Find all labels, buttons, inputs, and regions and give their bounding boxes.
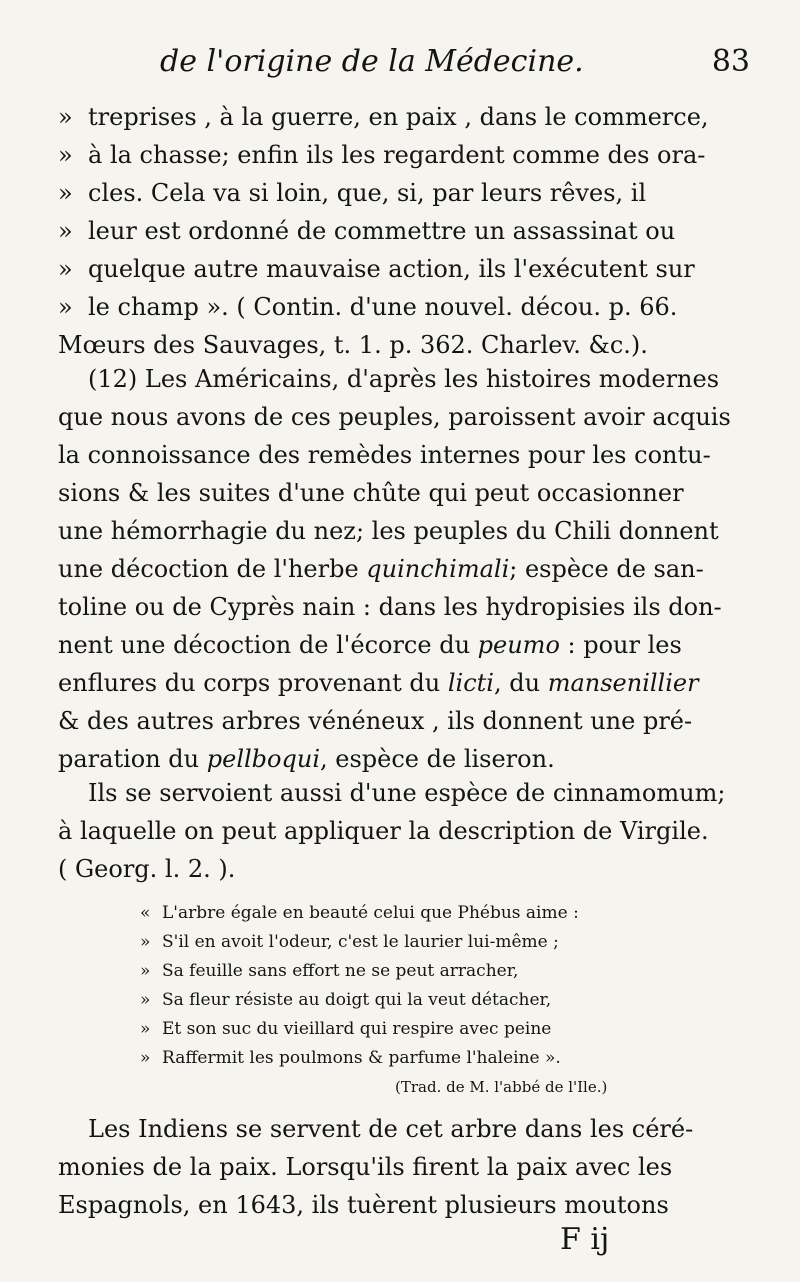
text-run: , espèce de liseron.: [320, 745, 555, 773]
text-run: paration du: [58, 745, 207, 773]
quote-line: [58, 252, 748, 286]
text-line: [58, 552, 748, 586]
quote-mark: »: [140, 990, 151, 1010]
quote-text: quelque autre mauvaise action, ils l'exécutent sur: [88, 255, 695, 283]
plant-name: licti: [447, 669, 494, 697]
text-line: [58, 666, 748, 700]
quote-text: le champ ». ( Contin. d'une nouvel. décou. p. 66.: [88, 293, 678, 321]
signature-mark: F ij: [560, 1222, 610, 1257]
text-run: une décoction de l'herbe: [58, 555, 367, 583]
text-run: enflures du corps provenant du: [58, 669, 448, 697]
text-run: ; espèce de san-: [509, 555, 704, 583]
text-line: une hémorrhagie du nez; les peuples du Chili donnent: [58, 517, 719, 545]
quote-line: [58, 100, 748, 134]
plant-name: quinchimali: [366, 555, 510, 583]
quote-mark: »: [140, 961, 151, 981]
text-line: & des autres arbres vénéneux , ils donnent une pré-: [58, 707, 693, 735]
text-line: (12) Les Américains, d'après les histoires modernes: [88, 365, 720, 393]
quote-mark: «: [140, 903, 151, 923]
quote-mark: »: [58, 293, 73, 321]
text-line: sions & les suites d'une chûte qui peut occasionner: [58, 479, 684, 507]
quote-mark: »: [140, 1019, 151, 1039]
verse-line: [140, 958, 800, 984]
quote-line: [58, 214, 748, 248]
verse-text: L'arbre égale en beauté celui que Phébus aime :: [162, 903, 579, 923]
text-line: la connoissance des remèdes internes pour les contu-: [58, 441, 711, 469]
text-line: [58, 742, 748, 776]
page-number: 83: [711, 44, 750, 79]
quote-mark: »: [58, 255, 73, 283]
quote-line: [58, 138, 748, 172]
quote-line: [58, 290, 748, 324]
translation-credit: (Trad. de M. l'abbé de l'Ile.): [395, 1078, 608, 1096]
verse-text: Et son suc du vieillard qui respire avec peine: [162, 1019, 552, 1039]
quote-mark: »: [58, 217, 73, 245]
text-run: : pour les: [559, 631, 682, 659]
quote-mark: »: [58, 141, 73, 169]
plant-name: mansenillier: [547, 669, 699, 697]
verse-line: [140, 929, 800, 955]
quote-mark: »: [140, 1048, 151, 1068]
running-header: [160, 44, 750, 92]
text-line: toline ou de Cyprès nain : dans les hydropisies ils don-: [58, 593, 722, 621]
text-line: Espagnols, en 1643, ils tuèrent plusieurs moutons: [58, 1191, 669, 1219]
text-line: ( Georg. l. 2. ).: [58, 855, 236, 883]
text-line: Ils se servoient aussi d'une espèce de cinnamomum;: [88, 779, 726, 807]
text-line: que nous avons de ces peuples, paroissent avoir acquis: [58, 403, 731, 431]
running-title: de l'origine de la Médecine.: [160, 44, 584, 79]
text-line: [58, 628, 748, 662]
verse-line: [140, 1016, 800, 1042]
text-line: Les Indiens se servent de cet arbre dans les céré-: [88, 1115, 694, 1143]
quote-text: cles. Cela va si loin, que, si, par leurs rêves, il: [88, 179, 647, 207]
quote-text: à la chasse; enfin ils les regardent comme des ora-: [88, 141, 706, 169]
text-line: à laquelle on peut appliquer la description de Virgile.: [58, 817, 709, 845]
verse-text: Raffermit les poulmons & parfume l'haleine ».: [162, 1048, 561, 1068]
quote-mark: »: [58, 103, 73, 131]
quote-mark: »: [58, 179, 73, 207]
quote-line: [58, 176, 748, 210]
quote-text: leur est ordonné de commettre un assassinat ou: [88, 217, 676, 245]
quote-mark: »: [140, 932, 151, 952]
text-line: monies de la paix. Lorsqu'ils firent la paix avec les: [58, 1153, 673, 1181]
verse-line: [140, 987, 800, 1013]
verse-line: [140, 1045, 800, 1071]
verse-text: Sa feuille sans effort ne se peut arracher,: [162, 961, 519, 981]
text-run: nent une décoction de l'écorce du: [58, 631, 478, 659]
verse-text: Sa fleur résiste au doigt qui la veut détacher,: [162, 990, 552, 1010]
reference-line: Mœurs des Sauvages, t. 1. p. 362. Charlev. &c.).: [58, 331, 648, 359]
quote-text: treprises , à la guerre, en paix , dans le commerce,: [88, 103, 709, 131]
plant-name: pellboqui: [206, 745, 320, 773]
text-run: , du: [493, 669, 548, 697]
verse-text: S'il en avoit l'odeur, c'est le laurier lui-même ;: [162, 932, 559, 952]
verse-line: [140, 900, 800, 926]
plant-name: peumo: [477, 631, 560, 659]
